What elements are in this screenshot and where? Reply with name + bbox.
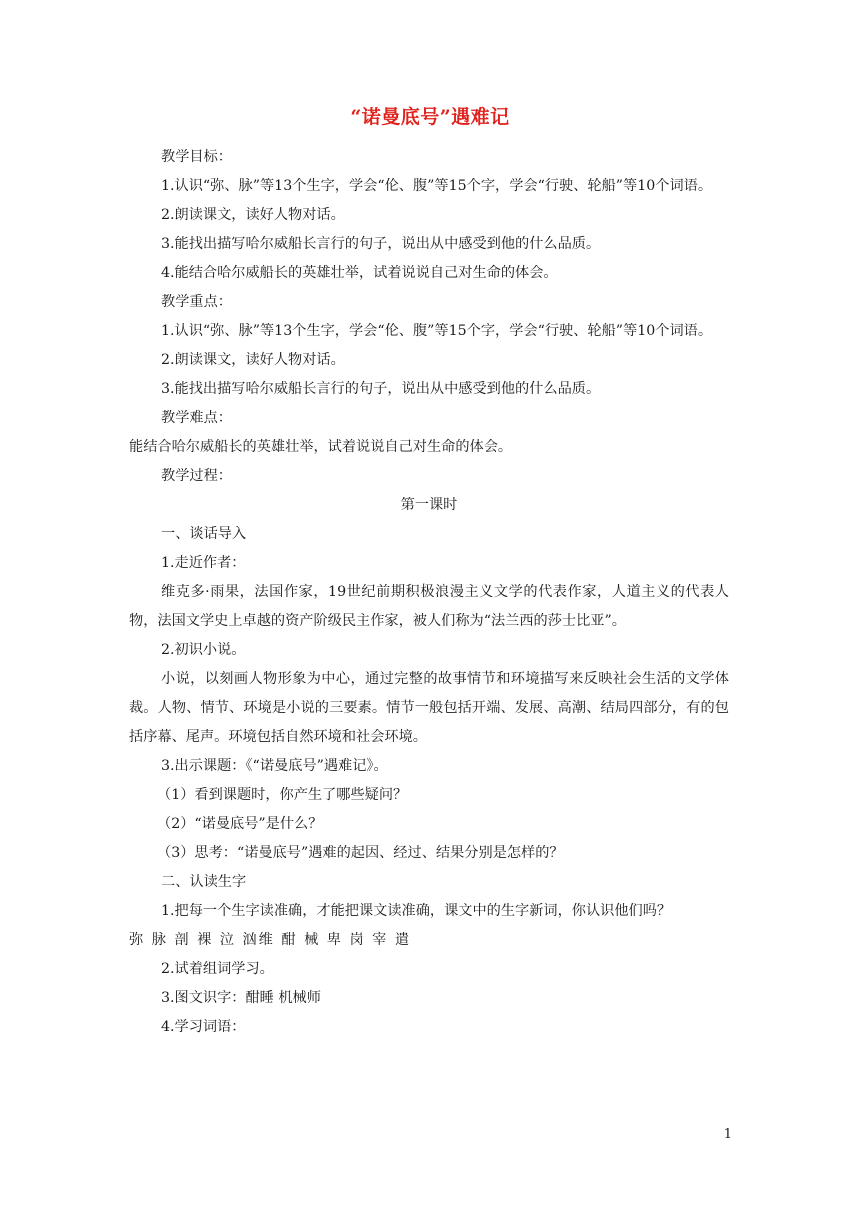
heading-difficulties: 教学难点： [161,410,232,426]
author-intro: 维克多·雨果，法国作家，19世纪前期积极浪漫主义文学的代表作家，人道主义的代表人物，法国文学史上卓越的资产阶级民主作家，被人们称为“法兰西的莎士比亚”。 [129,584,729,629]
new-characters: 弥 脉 剖 裸 泣 汹维 酣 械 卑 岗 宰 遣 [129,932,412,948]
section-1-heading: 一、谈话导入 [161,526,247,542]
question-3: （3）思考：“诺曼底号”遇难的起因、经过、结果分别是怎样的？ [157,845,564,861]
step-title: 3.出示课题：《“诺曼底号”遇难记》。 [161,758,388,774]
step-novel: 2.初识小说。 [161,642,246,658]
difficulty-1: 能结合哈尔威船长的英雄壮举，试着说说自己对生命的体会。 [129,439,513,455]
step-author: 1.走近作者： [161,555,246,571]
step-learn-words: 4.学习词语： [161,1019,246,1035]
key-point-1: 1.认识“弥、脉”等13个生字，学会“伦、腹”等15个字，学会“行驶、轮船”等10个词语。 [161,323,713,339]
heading-key-points: 教学重点： [161,294,232,310]
objective-4: 4.能结合哈尔威船长的英雄壮举，试着说说自己对生命的体会。 [161,265,558,281]
lesson-period-heading: 第一课时 [400,497,458,513]
section-2-heading: 二、认读生字 [161,874,247,890]
question-2: （2）“诺曼底号”是什么？ [157,816,323,832]
key-point-2: 2.朗读课文，读好人物对话。 [161,352,345,368]
page-number: 1 [723,1127,732,1142]
novel-intro: 小说，以刻画人物形象为中心，通过完整的故事情节和环境描写来反映社会生活的文学体裁。人物、情节、环境是小说的三要素。情节一般包括开端、发展、高潮、结局四部分，有的包括序幕、尾声。环境包括自然环境和社会环境。 [129,671,729,745]
heading-objectives: 教学目标： [161,149,232,165]
objective-1: 1.认识“弥、脉”等13个生字，学会“伦、腹”等15个字，学会“行驶、轮船”等10个词语。 [161,178,713,194]
step-picture-words: 3.图文识字：酣睡 机械师 [161,990,321,1006]
heading-process: 教学过程： [161,468,232,484]
question-1: （1）看到课题时，你产生了哪些疑问？ [157,787,408,803]
step-word-building: 2.试着组词学习。 [161,961,274,977]
key-point-3: 3.能找出描写哈尔威船长言行的句子，说出从中感受到他的什么品质。 [161,381,601,397]
objective-3: 3.能找出描写哈尔威船长言行的句子，说出从中感受到他的什么品质。 [161,236,601,252]
document-body [129,143,729,1042]
objective-2: 2.朗读课文，读好人物对话。 [161,207,345,223]
step-read-chars: 1.把每一个生字读准确，才能把课文读准确，课文中的生字新词，你认识他们吗？ [161,903,672,919]
document-title: “诺曼底号”遇难记 [350,106,510,128]
